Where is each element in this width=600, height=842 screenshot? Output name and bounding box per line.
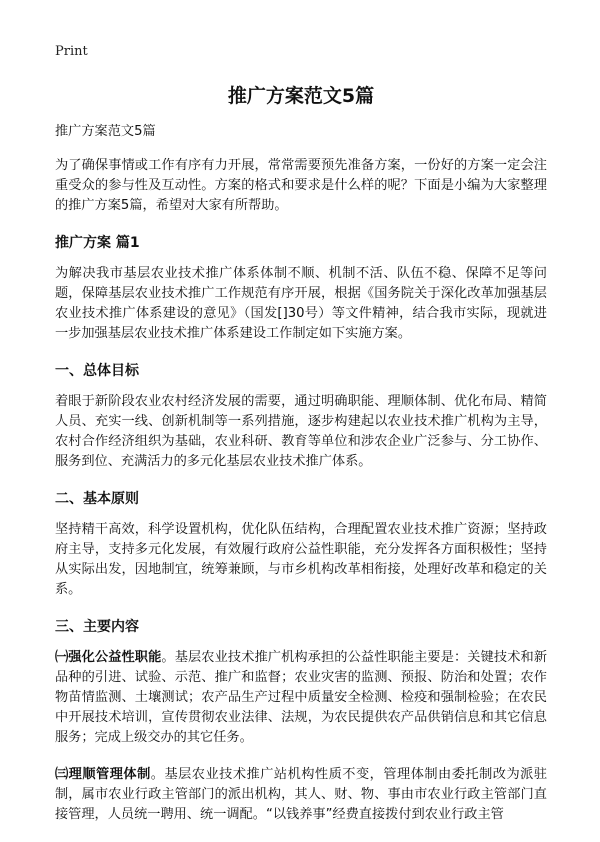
article-subtitle: 推广方案范文5篇 (55, 124, 156, 139)
overall-goal-paragraph: 着眼于新阶段农业农村经济发展的需要，通过明确职能、理顺体制、优化布局、精简人员、充实一线、创新机制等一系列措施，逐步构建起以农业技术推广机构为主导，农村合作经济组织为基础，农业科研、教育等单位和涉农企业广泛参与、分工协作、服务到位、充满活力的多元化基层农业技术推广体系。 (55, 394, 547, 469)
section-heading-overall-goal: 一、总体目标 (55, 363, 139, 379)
print-link[interactable]: Print (55, 44, 88, 59)
content-item-management-system (55, 765, 547, 825)
content-item-public-function-lead: ㈠强化公益性职能 (55, 650, 162, 665)
section-heading-main-contents: 三、主要内容 (55, 619, 139, 635)
content-item-public-function (55, 648, 547, 748)
section-heading-plan-1: 推广方案 篇1 (55, 235, 140, 251)
content-item-management-system-text: 。基层农业技术推广站机构性质不变，管理体制由委托制改为派驻制，属市农业行政主管部门的派出机构，其人、财、物、事由市农业行政主管部门直接管理，人员统一聘用、统一调配。“以钱养事”经费直接拨付到农业行政主管 (55, 767, 548, 822)
content-item-public-function-text: 。基层农业技术推广机构承担的公益性职能主要是：关键技术和新品种的引进、试验、示范、推广和监督；农业灾害的监测、预报、防治和处置；农作物苗情监测、土壤测试；农产品生产过程中质量安全检测、检疫和强制检验；在农民中开展技术培训，宣传贯彻农业法律、法规，为农民提供农产品供销信息和其它信息服务；完成上级交办的其它任务。 (55, 650, 548, 745)
section-heading-basic-principles: 二、基本原则 (55, 491, 139, 507)
article-body (55, 122, 547, 842)
page-title: 推广方案范文5篇 (227, 85, 375, 107)
basic-principles-paragraph: 坚持精干高效，科学设置机构，优化队伍结构，合理配置农业技术推广资源；坚持政府主导，支持多元化发展，有效履行政府公益性职能，充分发挥各方面积极性；坚持从实际出发，因地制宜，统筹兼顾，与市乡机构改革相衔接，处理好改革和稳定的关系。 (55, 522, 547, 597)
plan-1-paragraph: 为解决我市基层农业技术推广体系体制不顺、机制不活、队伍不稳、保障不足等问题，保障基层农业技术推广工作规范有序开展，根据《国务院关于深化改革加强基层农业技术推广体系建设的意见》（国发[]30号）等文件精神，结合我市实际，现就进一步加强基层农业技术推广体系建设工作制定如下实施方案。 (55, 266, 547, 341)
intro-paragraph: 为了确保事情或工作有序有力开展，常常需要预先准备方案，一份好的方案一定会注重受众的参与性及互动性。方案的格式和要求是什么样的呢？下面是小编为大家整理的推广方案5篇，希望对大家有所帮助。 (55, 158, 547, 213)
content-item-management-system-lead: ㈢理顺管理体制 (55, 767, 151, 782)
